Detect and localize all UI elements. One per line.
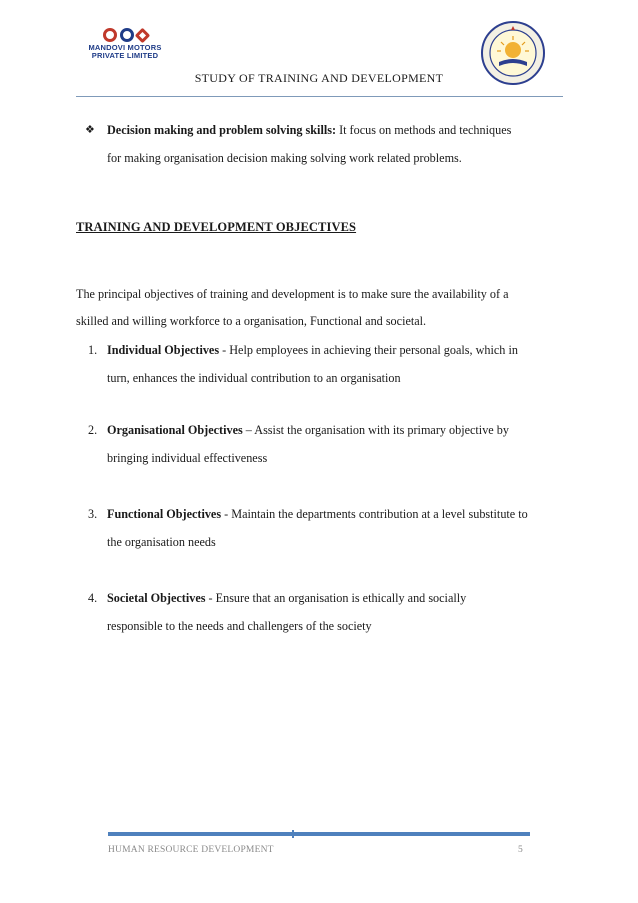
logo-mark-1 — [103, 28, 117, 42]
objective-title: Individual Objectives — [107, 343, 220, 357]
logo-mark-2 — [120, 28, 134, 42]
footer-bar — [108, 832, 530, 836]
diamond-bullet-icon: ❖ — [85, 124, 95, 136]
footer-title: HUMAN RESOURCE DEVELOPMENT — [108, 845, 274, 855]
objective-item-4 — [88, 584, 568, 640]
section-heading: TRAINING AND DEVELOPMENT OBJECTIVES — [76, 220, 357, 234]
objective-text-2: turn, enhances the individual contribution to an organisation — [107, 371, 401, 385]
company-logo — [80, 26, 170, 68]
objective-text-1: - Help employees in achieving their personal goals, which in — [219, 343, 518, 357]
objective-item-3 — [88, 500, 568, 556]
objective-text-1: – Assist the organisation with its primary objective by — [242, 423, 509, 437]
bullet-line-1 — [107, 116, 568, 144]
logo-text-line1: MANDOVI MOTORS — [88, 43, 162, 52]
objective-text-2: bringing individual effectiveness — [107, 451, 268, 465]
objective-title: Functional Objectives — [107, 507, 222, 521]
objective-text-2: the organisation needs — [107, 535, 216, 549]
intro-line-2: skilled and willing workforce to a organisation, Functional and societal. — [76, 314, 427, 328]
intro-line-1: The principal objectives of training and development is to make sure the availability of a — [76, 287, 509, 301]
decision-making-bullet — [85, 116, 568, 172]
intro-paragraph — [76, 281, 566, 335]
objective-item-1 — [88, 336, 568, 392]
logo-text-line2: PRIVATE LIMITED — [91, 51, 159, 60]
objective-text-1: - Ensure that an organisation is ethically and socially — [205, 591, 467, 605]
logo-mark-3 — [134, 27, 150, 43]
objective-title: Organisational Objectives — [107, 423, 243, 437]
objective-text-2: responsible to the needs and challengers of the society — [107, 619, 372, 633]
bullet-bold-term: Decision making and problem solving skills: — [107, 123, 337, 137]
page-header-title: STUDY OF TRAINING AND DEVELOPMENT — [194, 71, 444, 85]
footer-bar-tick — [292, 830, 294, 838]
objective-number: 3. — [88, 507, 98, 521]
objective-title: Societal Objectives — [107, 591, 206, 605]
bullet-text-1: It focus on methods and techniques — [336, 123, 512, 137]
objective-number: 1. — [88, 343, 98, 357]
objective-item-2 — [88, 416, 568, 472]
header-divider — [76, 96, 563, 97]
page-number: 5 — [518, 845, 523, 855]
objective-text-1: - Maintain the departments contribution at a level substitute to — [221, 507, 528, 521]
objective-number: 4. — [88, 591, 98, 605]
bullet-text-2: for making organisation decision making solving work related problems. — [107, 151, 462, 165]
objective-number: 2. — [88, 423, 98, 437]
